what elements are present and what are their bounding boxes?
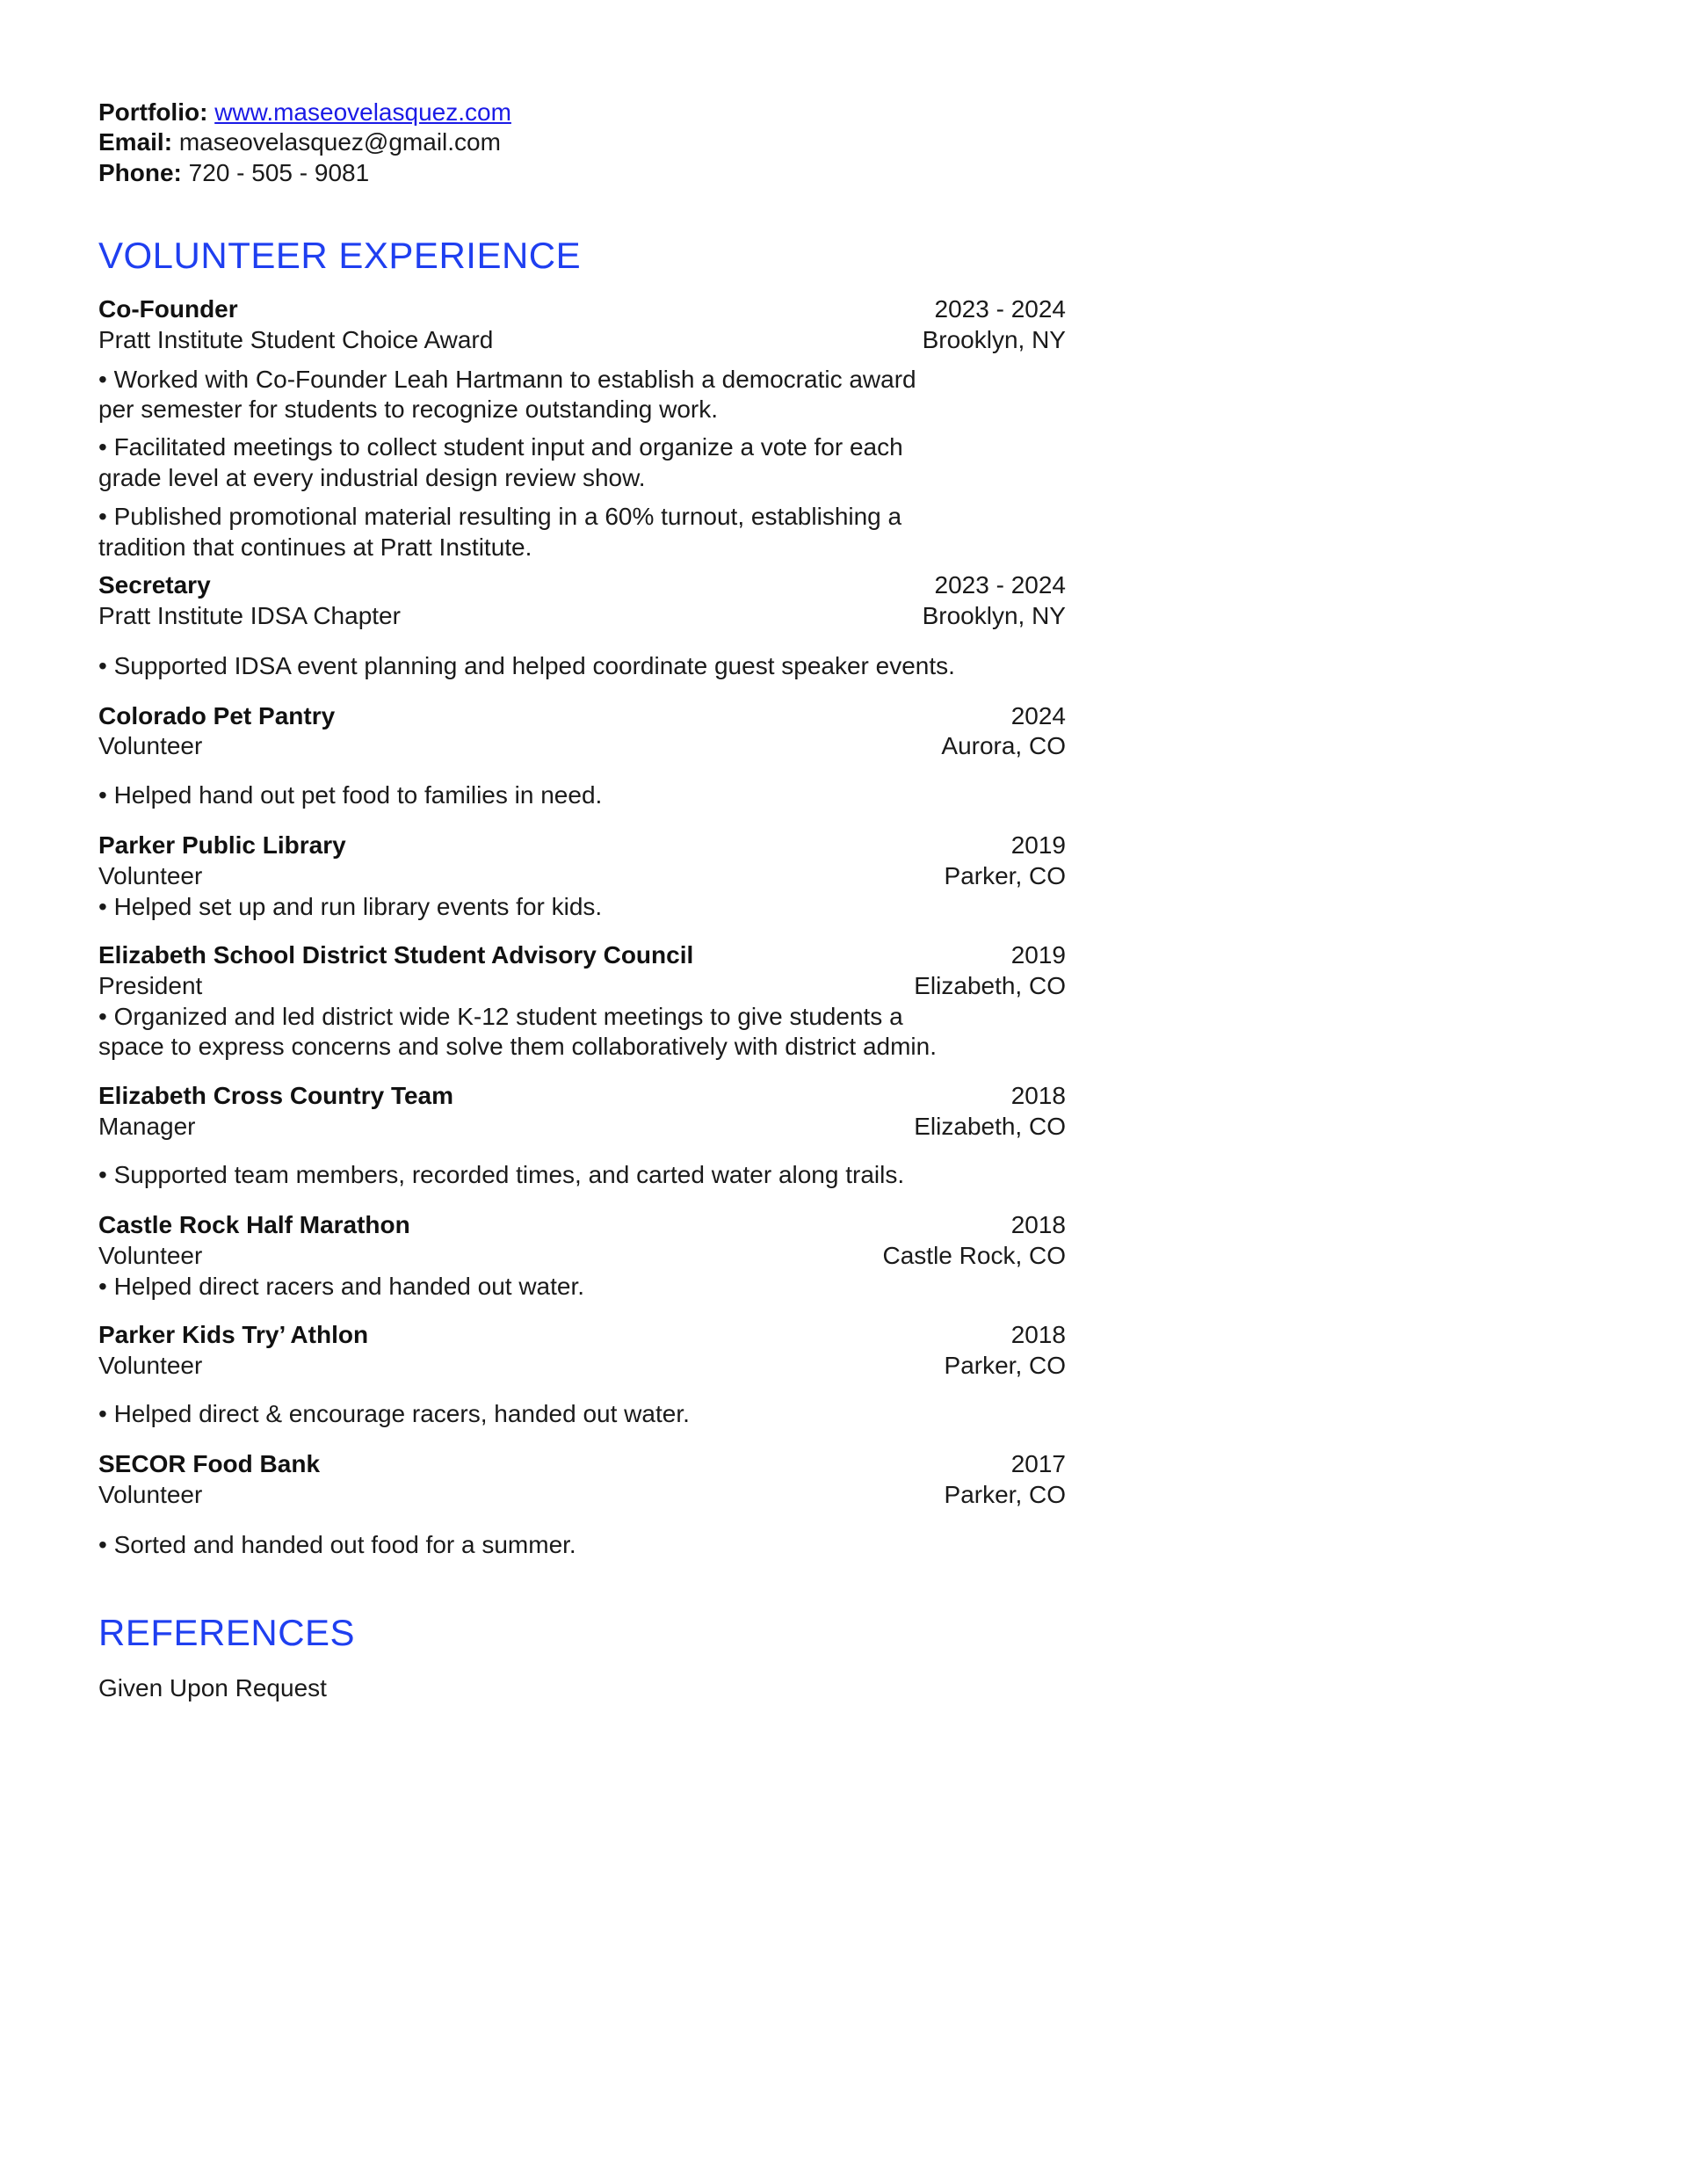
entry-location: Castle Rock, CO: [882, 1242, 1066, 1269]
entry-bullet: • Sorted and handed out food for a summer.: [98, 1531, 576, 1558]
phone-label: Phone:: [98, 159, 182, 186]
entry-bullet: tradition that continues at Pratt Institute.: [98, 533, 532, 561]
entry-date: 2019: [1010, 941, 1066, 969]
entry-bullet: • Helped hand out pet food to families in need.: [98, 781, 603, 809]
entry-title: Elizabeth School District Student Advisory Council: [98, 941, 694, 969]
entry-organization: Pratt Institute Student Choice Award: [98, 326, 494, 353]
entry-bullet: • Helped direct racers and handed out water.: [98, 1273, 585, 1300]
entry-bullet: space to express concerns and solve them collaboratively with district admin.: [98, 1033, 937, 1060]
entry-bullet: • Supported team members, recorded times, and carted water along trails.: [98, 1161, 905, 1188]
entry-organization: Volunteer: [98, 732, 203, 759]
entry-location: Elizabeth, CO: [914, 972, 1066, 999]
entry-date: 2018: [1010, 1321, 1066, 1348]
entry-bullet: • Helped set up and run library events for kids.: [98, 893, 603, 920]
entry-bullet: per semester for students to recognize outstanding work.: [98, 395, 719, 423]
entry-title: Co-Founder: [98, 295, 238, 323]
entry-date: 2018: [1010, 1211, 1066, 1238]
entry-date: 2023 - 2024: [934, 571, 1066, 599]
entry-organization: Volunteer: [98, 1242, 203, 1269]
entry-title: Secretary: [98, 571, 211, 599]
contact-portfolio: [98, 97, 511, 127]
email-value: maseovelasquez@gmail.com: [178, 128, 501, 156]
entry-bullet: • Helped direct & encourage racers, handed out water.: [98, 1400, 690, 1427]
entry-location: Parker, CO: [944, 862, 1066, 889]
entry-bullet: • Organized and led district wide K-12 student meetings to give students a: [98, 1003, 903, 1030]
entry-date: 2023 - 2024: [934, 295, 1066, 323]
entry-title: Parker Public Library: [98, 831, 346, 859]
email-label: Email:: [98, 128, 173, 156]
entry-location: Brooklyn, NY: [922, 326, 1066, 353]
entry-organization: Volunteer: [98, 1352, 203, 1379]
entry-organization: Volunteer: [98, 862, 203, 889]
entry-location: Parker, CO: [944, 1481, 1066, 1508]
entry-title: Parker Kids Try’ Athlon: [98, 1321, 369, 1348]
entry-title: Castle Rock Half Marathon: [98, 1211, 410, 1238]
entry-date: 2018: [1010, 1082, 1066, 1109]
portfolio-label: Portfolio:: [98, 98, 208, 126]
section-heading-references: REFERENCES: [98, 1612, 356, 1653]
section-heading-volunteer: VOLUNTEER EXPERIENCE: [98, 235, 582, 276]
entry-organization: Volunteer: [98, 1481, 203, 1508]
entry-title: Colorado Pet Pantry: [98, 702, 336, 729]
references-text: Given Upon Request: [98, 1674, 327, 1701]
entry-bullet: • Published promotional material resulting in a 60% turnout, establishing a: [98, 503, 902, 530]
entry-bullet: grade level at every industrial design review show.: [98, 464, 646, 491]
entry-bullet: • Supported IDSA event planning and helped coordinate guest speaker events.: [98, 652, 955, 679]
entry-date: 2019: [1010, 831, 1066, 859]
entry-title: Elizabeth Cross Country Team: [98, 1082, 454, 1109]
entry-bullet: • Facilitated meetings to collect student input and organize a vote for each: [98, 433, 903, 461]
entry-location: Elizabeth, CO: [914, 1113, 1066, 1140]
contact-phone: [98, 157, 369, 188]
entry-organization: Pratt Institute IDSA Chapter: [98, 602, 401, 629]
entry-date: 2024: [1010, 702, 1066, 729]
contact-email: [98, 127, 501, 157]
entry-location: Aurora, CO: [941, 732, 1066, 759]
entry-location: Parker, CO: [944, 1352, 1066, 1379]
entry-bullet: • Worked with Co-Founder Leah Hartmann to establish a democratic award: [98, 366, 916, 393]
entry-organization: President: [98, 972, 203, 999]
entry-date: 2017: [1010, 1450, 1066, 1477]
portfolio-link[interactable]: www.maseovelasquez.com: [214, 98, 511, 126]
entry-location: Brooklyn, NY: [922, 602, 1066, 629]
entry-organization: Manager: [98, 1113, 196, 1140]
phone-value: 720 - 505 - 9081: [188, 159, 370, 186]
entry-title: SECOR Food Bank: [98, 1450, 321, 1477]
